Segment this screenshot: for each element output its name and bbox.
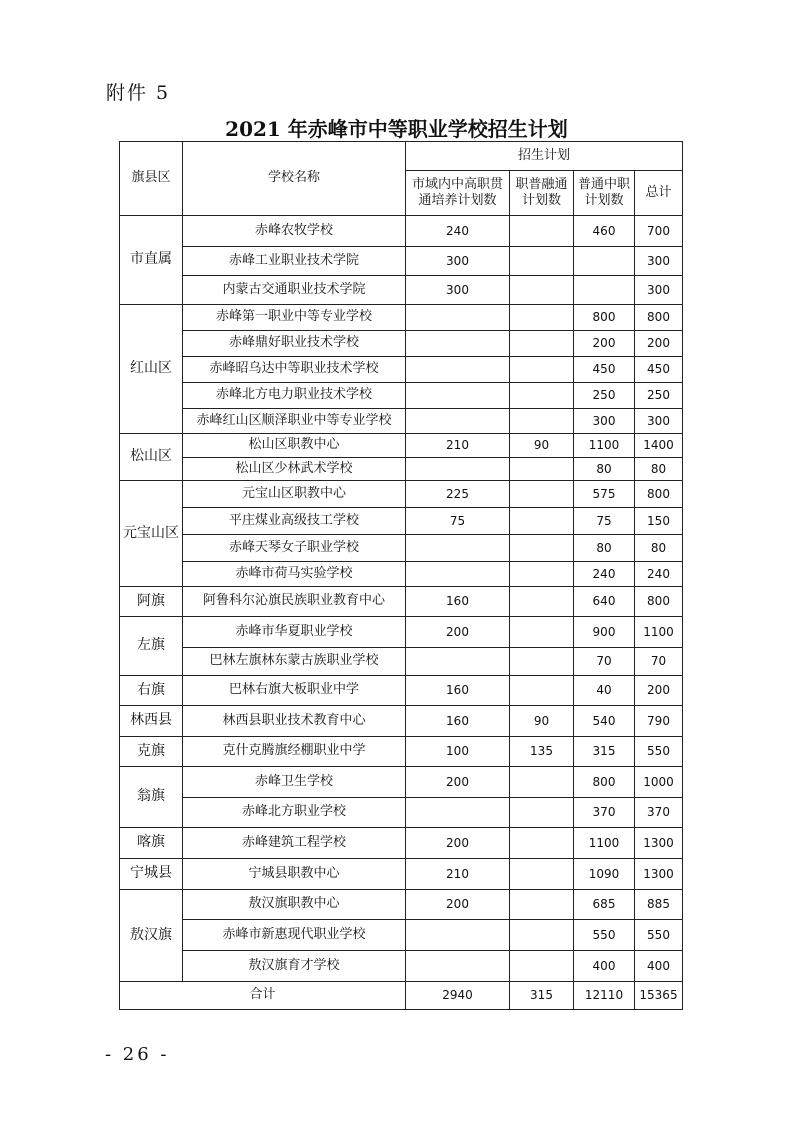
- total-cell: 250: [635, 383, 683, 409]
- district-cell: 宁城县: [120, 859, 183, 890]
- table-row: [120, 828, 683, 859]
- putong-cell: 315: [574, 737, 635, 767]
- zhonggao-cell: 200: [406, 767, 510, 798]
- table-row: [120, 331, 683, 357]
- zhonggao-cell: 75: [406, 508, 510, 535]
- table-row: [120, 706, 683, 737]
- zhonggao-cell: 240: [406, 216, 510, 247]
- zhonggao-cell: 210: [406, 859, 510, 890]
- school-name-cell: 平庄煤业高级技工学校: [183, 508, 406, 535]
- total-cell: 70: [635, 648, 683, 676]
- zhonggao-cell: 160: [406, 706, 510, 737]
- zhipu-cell: [510, 357, 574, 383]
- table-row: [120, 305, 683, 331]
- table-row: [120, 383, 683, 409]
- putong-cell: 200: [574, 331, 635, 357]
- district-cell: 左旗: [120, 617, 183, 676]
- district-cell: 阿旗: [120, 587, 183, 617]
- zhipu-cell: [510, 798, 574, 828]
- zhonggao-cell: 100: [406, 737, 510, 767]
- table-row: [120, 508, 683, 535]
- table-row: [120, 737, 683, 767]
- district-cell: 红山区: [120, 305, 183, 434]
- zhipu-cell: [510, 920, 574, 951]
- total-cell: 700: [635, 216, 683, 247]
- school-name-cell: 赤峰鼎好职业技术学校: [183, 331, 406, 357]
- putong-cell: 80: [574, 458, 635, 481]
- school-name-cell: 克什克腾旗经棚职业中学: [183, 737, 406, 767]
- putong-cell: 800: [574, 767, 635, 798]
- total-cell: 1300: [635, 859, 683, 890]
- zhonggao-cell: 200: [406, 890, 510, 920]
- total-cell: 80: [635, 535, 683, 562]
- zhipu-cell: [510, 481, 574, 508]
- zhonggao-cell: [406, 920, 510, 951]
- school-name-cell: 赤峰昭乌达中等职业技术学校: [183, 357, 406, 383]
- header-total: 总计: [635, 171, 683, 216]
- putong-cell: 75: [574, 508, 635, 535]
- zhipu-cell: [510, 216, 574, 247]
- header-school: 学校名称: [183, 142, 406, 216]
- putong-cell: 70: [574, 648, 635, 676]
- header-row-top: [120, 142, 683, 171]
- district-cell: 市直属: [120, 216, 183, 305]
- putong-cell: 1100: [574, 434, 635, 458]
- table-row: [120, 276, 683, 305]
- zhipu-cell: [510, 676, 574, 706]
- total-cell: 300: [635, 409, 683, 434]
- zhipu-cell: [510, 458, 574, 481]
- page-number: - 26 -: [105, 1044, 170, 1065]
- total-cell: 300: [635, 247, 683, 276]
- totals-total: 15365: [635, 982, 683, 1010]
- zhipu-cell: [510, 562, 574, 587]
- zhipu-cell: [510, 276, 574, 305]
- district-cell: 敖汉旗: [120, 890, 183, 982]
- total-cell: 790: [635, 706, 683, 737]
- putong-cell: [574, 276, 635, 305]
- total-cell: 550: [635, 737, 683, 767]
- district-cell: 翁旗: [120, 767, 183, 828]
- school-name-cell: 赤峰北方职业学校: [183, 798, 406, 828]
- total-cell: 1300: [635, 828, 683, 859]
- putong-cell: 1090: [574, 859, 635, 890]
- putong-cell: 300: [574, 409, 635, 434]
- zhipu-cell: [510, 247, 574, 276]
- table-row: [120, 648, 683, 676]
- total-cell: 300: [635, 276, 683, 305]
- zhipu-cell: 90: [510, 706, 574, 737]
- table-row: [120, 890, 683, 920]
- zhonggao-cell: 225: [406, 481, 510, 508]
- table-row: [120, 458, 683, 481]
- zhipu-cell: [510, 951, 574, 982]
- zhipu-cell: [510, 383, 574, 409]
- totals-putong: 12110: [574, 982, 635, 1010]
- putong-cell: 460: [574, 216, 635, 247]
- school-name-cell: 赤峰天琴女子职业学校: [183, 535, 406, 562]
- table-row: [120, 767, 683, 798]
- zhipu-cell: [510, 535, 574, 562]
- school-name-cell: 赤峰卫生学校: [183, 767, 406, 798]
- table-row: [120, 562, 683, 587]
- total-cell: 800: [635, 305, 683, 331]
- totals-zhipu: 315: [510, 982, 574, 1010]
- total-cell: 80: [635, 458, 683, 481]
- putong-cell: 40: [574, 676, 635, 706]
- school-name-cell: 巴林右旗大板职业中学: [183, 676, 406, 706]
- school-name-cell: 松山区少林武术学校: [183, 458, 406, 481]
- school-name-cell: 阿鲁科尔沁旗民族职业教育中心: [183, 587, 406, 617]
- district-cell: 克旗: [120, 737, 183, 767]
- table-row: [120, 535, 683, 562]
- school-name-cell: 元宝山区职教中心: [183, 481, 406, 508]
- zhipu-cell: [510, 828, 574, 859]
- zhipu-cell: [510, 767, 574, 798]
- zhonggao-cell: 210: [406, 434, 510, 458]
- total-cell: 200: [635, 331, 683, 357]
- zhonggao-cell: [406, 409, 510, 434]
- table-row: [120, 798, 683, 828]
- putong-cell: 900: [574, 617, 635, 648]
- putong-cell: 250: [574, 383, 635, 409]
- school-name-cell: 林西县职业技术教育中心: [183, 706, 406, 737]
- attachment-label: 附件 5: [106, 82, 171, 104]
- total-cell: 1400: [635, 434, 683, 458]
- table-row: [120, 587, 683, 617]
- zhonggao-cell: [406, 951, 510, 982]
- putong-cell: 400: [574, 951, 635, 982]
- table-row: [120, 481, 683, 508]
- zhonggao-cell: [406, 562, 510, 587]
- school-name-cell: 赤峰北方电力职业技术学校: [183, 383, 406, 409]
- total-cell: 885: [635, 890, 683, 920]
- table-row: [120, 409, 683, 434]
- zhipu-cell: [510, 617, 574, 648]
- zhipu-cell: [510, 648, 574, 676]
- zhipu-cell: [510, 587, 574, 617]
- page-title: 2021 年赤峰市中等职业学校招生计划: [225, 117, 568, 141]
- putong-cell: 575: [574, 481, 635, 508]
- putong-cell: 450: [574, 357, 635, 383]
- table-row: [120, 676, 683, 706]
- table-row: [120, 247, 683, 276]
- putong-cell: 1100: [574, 828, 635, 859]
- district-cell: 林西县: [120, 706, 183, 737]
- district-cell: 元宝山区: [120, 481, 183, 587]
- school-name-cell: 赤峰工业职业技术学院: [183, 247, 406, 276]
- total-cell: 150: [635, 508, 683, 535]
- table-row: [120, 216, 683, 247]
- school-name-cell: 赤峰市荷马实验学校: [183, 562, 406, 587]
- zhonggao-cell: [406, 535, 510, 562]
- zhonggao-cell: [406, 458, 510, 481]
- header-zhipu: 职普融通计划数: [510, 171, 574, 216]
- totals-zhonggao: 2940: [406, 982, 510, 1010]
- table-row: [120, 434, 683, 458]
- zhonggao-cell: [406, 305, 510, 331]
- total-cell: 800: [635, 481, 683, 508]
- zhonggao-cell: [406, 798, 510, 828]
- header-district: 旗县区: [120, 142, 183, 216]
- school-name-cell: 赤峰市华夏职业学校: [183, 617, 406, 648]
- district-cell: 松山区: [120, 434, 183, 481]
- putong-cell: 800: [574, 305, 635, 331]
- school-name-cell: 内蒙古交通职业技术学院: [183, 276, 406, 305]
- table-row: [120, 617, 683, 648]
- total-cell: 550: [635, 920, 683, 951]
- zhipu-cell: [510, 859, 574, 890]
- zhipu-cell: [510, 890, 574, 920]
- zhipu-cell: 135: [510, 737, 574, 767]
- header-putong: 普通中职计划数: [574, 171, 635, 216]
- zhonggao-cell: [406, 331, 510, 357]
- table-body: [120, 216, 683, 982]
- zhonggao-cell: 300: [406, 276, 510, 305]
- header-plan-group: 招生计划: [406, 142, 683, 171]
- school-name-cell: 赤峰建筑工程学校: [183, 828, 406, 859]
- table-row: [120, 859, 683, 890]
- zhonggao-cell: [406, 357, 510, 383]
- zhipu-cell: [510, 508, 574, 535]
- putong-cell: 240: [574, 562, 635, 587]
- school-name-cell: 松山区职教中心: [183, 434, 406, 458]
- header-zhonggao: 市域内中高职贯通培养计划数: [406, 171, 510, 216]
- total-cell: 200: [635, 676, 683, 706]
- table-row: [120, 920, 683, 951]
- zhonggao-cell: [406, 648, 510, 676]
- putong-cell: [574, 247, 635, 276]
- table-row: [120, 951, 683, 982]
- putong-cell: 540: [574, 706, 635, 737]
- zhonggao-cell: 160: [406, 676, 510, 706]
- school-name-cell: 宁城县职教中心: [183, 859, 406, 890]
- school-name-cell: 赤峰市新惠现代职业学校: [183, 920, 406, 951]
- school-name-cell: 赤峰第一职业中等专业学校: [183, 305, 406, 331]
- total-cell: 450: [635, 357, 683, 383]
- putong-cell: 370: [574, 798, 635, 828]
- total-cell: 1000: [635, 767, 683, 798]
- school-name-cell: 敖汉旗职教中心: [183, 890, 406, 920]
- school-name-cell: 巴林左旗林东蒙古族职业学校: [183, 648, 406, 676]
- zhonggao-cell: 200: [406, 617, 510, 648]
- total-cell: 400: [635, 951, 683, 982]
- school-name-cell: 赤峰红山区顺泽职业中等专业学校: [183, 409, 406, 434]
- total-cell: 1100: [635, 617, 683, 648]
- putong-cell: 685: [574, 890, 635, 920]
- zhonggao-cell: 300: [406, 247, 510, 276]
- school-name-cell: 敖汉旗育才学校: [183, 951, 406, 982]
- totals-label: 合计: [120, 982, 406, 1010]
- district-cell: 右旗: [120, 676, 183, 706]
- zhipu-cell: [510, 331, 574, 357]
- zhonggao-cell: 160: [406, 587, 510, 617]
- putong-cell: 550: [574, 920, 635, 951]
- zhipu-cell: 90: [510, 434, 574, 458]
- school-name-cell: 赤峰农牧学校: [183, 216, 406, 247]
- zhipu-cell: [510, 305, 574, 331]
- total-cell: 370: [635, 798, 683, 828]
- putong-cell: 80: [574, 535, 635, 562]
- zhipu-cell: [510, 409, 574, 434]
- enrollment-plan-table: [119, 141, 683, 1010]
- district-cell: 喀旗: [120, 828, 183, 859]
- totals-row: [120, 982, 683, 1010]
- total-cell: 800: [635, 587, 683, 617]
- zhonggao-cell: [406, 383, 510, 409]
- table-row: [120, 357, 683, 383]
- zhonggao-cell: 200: [406, 828, 510, 859]
- putong-cell: 640: [574, 587, 635, 617]
- total-cell: 240: [635, 562, 683, 587]
